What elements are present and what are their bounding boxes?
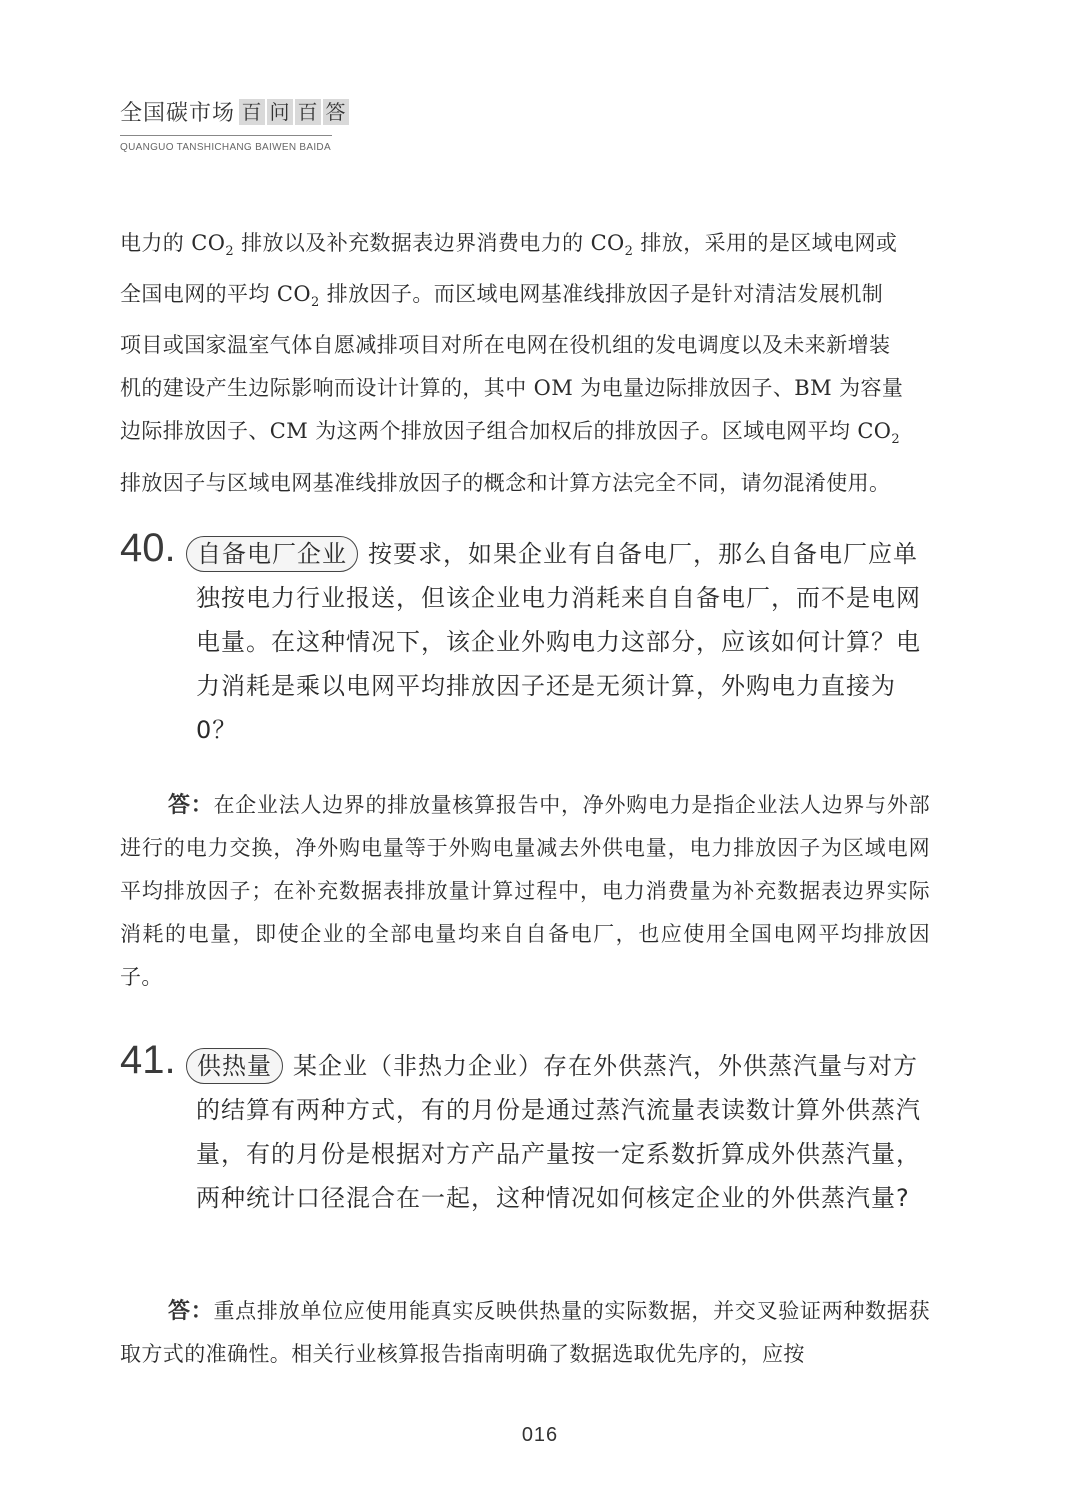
answer-text: 重点排放单位应使用能真实反映供热量的实际数据，并交叉验证两种数据获取方式的准确性。相关行业核算报告指南明确了数据选取优先序的，应按 xyxy=(120,1299,930,1366)
subscript: 2 xyxy=(624,244,634,260)
header-title-plain: 全国碳市场 xyxy=(120,101,236,126)
running-header xyxy=(120,96,351,153)
answer-41 xyxy=(120,1290,930,1376)
question-number: 40. xyxy=(120,526,176,570)
text-line: 排放因子。而区域电网基准线排放因子是针对清洁发展机制 xyxy=(319,282,884,307)
answer-text: 在企业法人边界的排放量核算报告中，净外购电力是指企业法人边界与外部进行的电力交换，净外购电量等于外购电量减去外供电量，电力排放因子为区域电网平均排放因子；在补充数据表排放量计算过程中，电力消费量为补充数据表边界实际消耗的电量，即使企业的全部电量均来自自备电厂，也应使用全国电网平均排放因子。 xyxy=(120,793,930,989)
header-title-box: 问 xyxy=(267,99,293,125)
subscript: 2 xyxy=(310,295,320,311)
text-line: 全国电网的平均 CO xyxy=(120,282,311,307)
subscript: 2 xyxy=(225,244,235,260)
continuation-paragraph xyxy=(120,222,930,505)
question-text xyxy=(196,532,932,752)
question-40 xyxy=(120,526,932,752)
answer-label: 答： xyxy=(168,1299,214,1324)
header-subtitle: QUANGUO TANSHICHANG BAIWEN BAIDA xyxy=(120,142,331,153)
question-tag: 自备电厂企业 xyxy=(186,536,358,572)
question-body: 某企业（非热力企业）存在外供蒸汽，外供蒸汽量与对方的结算有两种方式，有的月份是通过蒸汽流量表读数计算外供蒸汽量，有的月份是根据对方产品产量按一定系数折算成外供蒸汽量，两种统计口径混合在一起，这种情况如何核定企业的外供蒸汽量? xyxy=(196,1052,921,1212)
question-tag: 供热量 xyxy=(186,1048,283,1084)
header-title-box: 百 xyxy=(295,99,321,125)
text-line: 排放，采用的是区域电网或 xyxy=(633,231,898,255)
text-line: 排放以及补充数据表边界消费电力的 CO xyxy=(234,231,625,255)
text-line: 排放因子与区域电网基准线排放因子的概念和计算方法完全不同，请勿混淆使用。 xyxy=(120,470,891,495)
answer-40 xyxy=(120,784,930,999)
text-line: 电力的 CO xyxy=(120,231,226,255)
question-body: 按要求，如果企业有自备电厂，那么自备电厂应单独按电力行业报送，但该企业电力消耗来自自备电厂，而不是电网电量。在这种情况下，该企业外购电力这部分，应该如何计算？电力消耗是乘以电网平均排放因子还是无须计算，外购电力直接为 0？ xyxy=(196,540,921,744)
text-line: 项目或国家温室气体自愿减排项目对所在电网在役机组的发电调度以及未来新增装 xyxy=(120,333,891,358)
header-title-box: 百 xyxy=(239,99,265,125)
question-41 xyxy=(120,1038,932,1220)
header-title xyxy=(120,96,351,127)
subscript: 2 xyxy=(891,432,901,448)
question-number: 41. xyxy=(120,1038,176,1082)
page-number: 016 xyxy=(521,1424,559,1446)
question-text xyxy=(196,1044,932,1220)
answer-label: 答： xyxy=(168,793,214,818)
text-line: 机的建设产生边际影响而设计计算的，其中 OM 为电量边际排放因子、BM 为容量 xyxy=(120,376,904,401)
text-line: 边际排放因子、CM 为这两个排放因子组合加权后的排放因子。区域电网平均 CO xyxy=(120,419,892,444)
header-title-box: 答 xyxy=(323,99,349,125)
header-divider xyxy=(120,135,332,136)
